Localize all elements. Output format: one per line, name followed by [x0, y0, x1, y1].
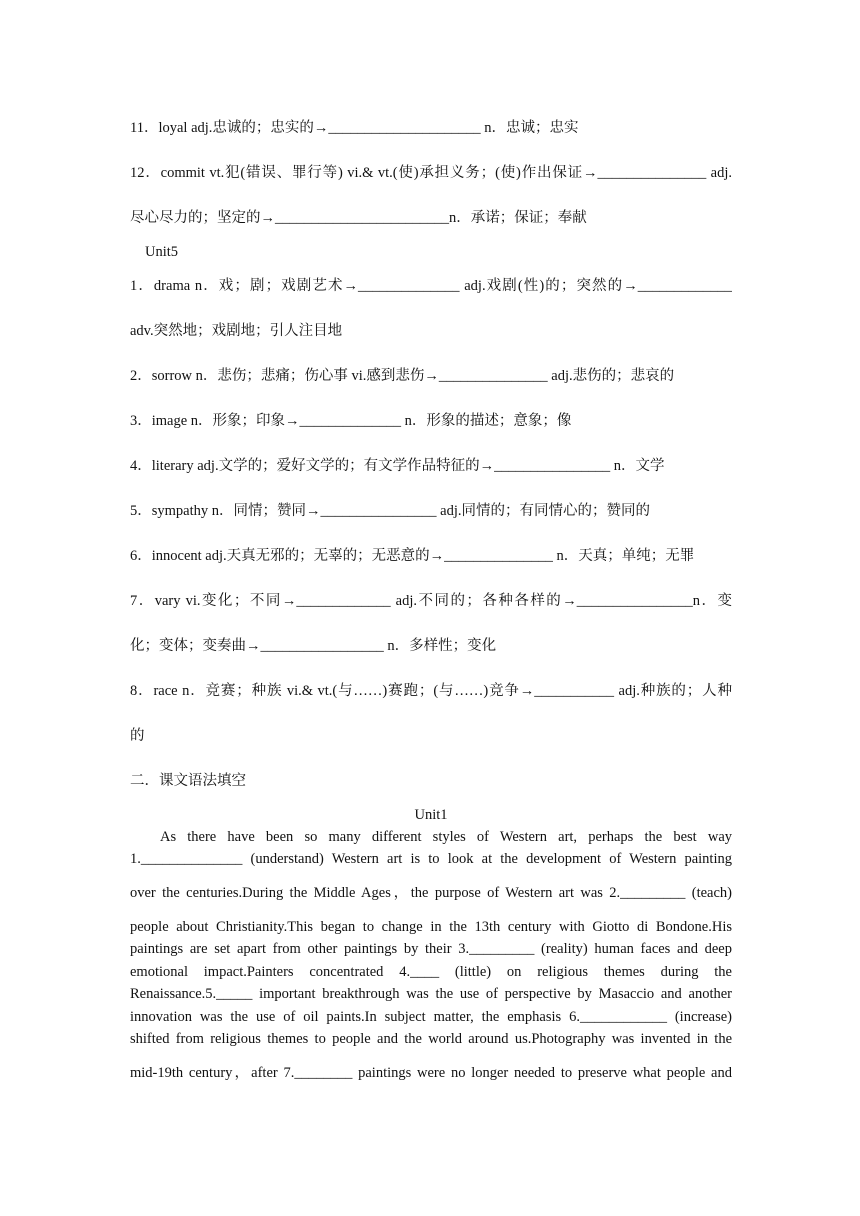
passage-line-6: emotional impact.Painters concentrated 4.____ (little) on religious themes during the [130, 964, 732, 980]
vocab-item-12-cont: 尽心尽力的；坚定的→________________________n．承诺；保证；奉献 [130, 210, 587, 226]
passage-line-2: 1.______________ (understand) Western art is to look at the development of Western painting [130, 851, 732, 867]
unit5-item-6: 6．innocent adj.天真无邪的；无辜的；无恶意的→_______________ n．天真；单纯；无罪 [130, 548, 695, 564]
passage-line-9: shifted from religious themes to people and the world around us.Photography was invented in the [130, 1031, 732, 1047]
unit5-item-7: 7．vary vi.变化；不同→_____________ adj.不同的；各种各样的→________________n．变 [130, 593, 732, 609]
passage-line-7: Renaissance.5._____ important breakthrough was the use of perspective by Masaccio and another [130, 986, 732, 1002]
passage-line-4: people about Christianity.This began to change in the 13th century with Giotto di Bondone.His [130, 919, 732, 935]
vocab-item-11: 11．loyal adj.忠诚的；忠实的→_____________________ n．忠诚；忠实 [130, 120, 579, 136]
unit5-item-3: 3．image n．形象；印象→______________ n．形象的描述；意象；像 [130, 413, 572, 429]
unit1-title: Unit1 [414, 807, 448, 823]
unit5-item-1-cont: adv.突然地；戏剧地；引人注目地 [130, 323, 343, 339]
passage-line-10: mid-19th century，after 7.________ paintings were no longer needed to preserve what people and [130, 1065, 732, 1081]
unit5-item-5: 5．sympathy n．同情；赞同→________________ adj.同情的；有同情心的；赞同的 [130, 503, 650, 519]
unit5-item-7-cont: 化；变体；变奏曲→_________________ n．多样性；变化 [130, 638, 497, 654]
passage-line-3: over the centuries.During the Middle Ages，the purpose of Western art was 2._________ (teach) [130, 885, 732, 901]
unit5-item-8: 8．race n．竞赛；种族 vi.& vt.(与……)赛跑；(与……)竞争→___________ adj.种族的；人种 [130, 683, 732, 699]
passage-line-8: innovation was the use of oil paints.In subject matter, the emphasis 6.____________ (increase) [130, 1009, 732, 1025]
unit5-item-1: 1．drama n．戏；剧；戏剧艺术→______________ adj.戏剧(性)的；突然的→_____________ [130, 278, 732, 294]
section-heading: 二．课文语法填空 [130, 773, 246, 789]
vocab-item-12: 12．commit vt.犯(错误、罪行等) vi.& vt.(使)承担义务；(使)作出保证→_______________ adj. [130, 165, 732, 181]
unit5-item-8-cont: 的 [130, 728, 145, 744]
passage-line-1: As there have been so many different styles of Western art, perhaps the best way [160, 829, 732, 845]
passage-line-5: paintings are set apart from other paintings by their 3._________ (reality) human faces and deep [130, 941, 732, 957]
unit5-label: Unit5 [145, 244, 179, 260]
unit5-item-2: 2．sorrow n．悲伤；悲痛；伤心事 vi.感到悲伤→_______________ adj.悲伤的；悲哀的 [130, 368, 675, 384]
unit5-item-4: 4．literary adj.文学的；爱好文学的；有文学作品特征的→________________ n．文学 [130, 458, 665, 474]
